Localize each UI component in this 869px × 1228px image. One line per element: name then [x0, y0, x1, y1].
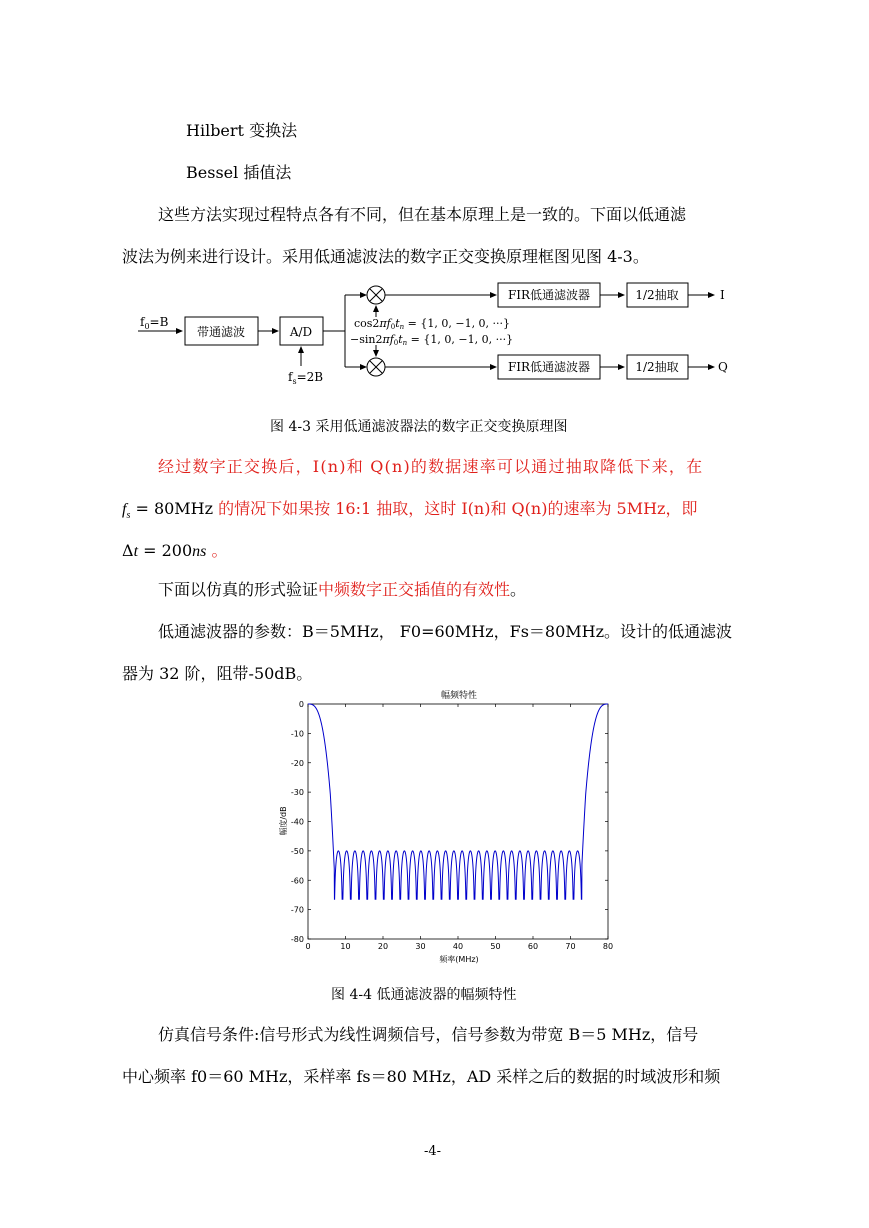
y-tick-label: -60 [290, 876, 304, 886]
list-line-bessel: Bessel 插值法 [186, 163, 292, 182]
input-label: $f_0=B$ [140, 315, 169, 331]
paragraph-text: 下面以仿真的形式验证 [158, 580, 319, 599]
delta-symbol: Δ [122, 541, 134, 560]
x-tick-label: 70 [565, 942, 576, 951]
y-tick-label: -70 [290, 905, 304, 915]
y-tick-label: -10 [290, 729, 304, 739]
y-tick-label: 0 [298, 700, 304, 709]
paragraph-line-red [122, 541, 227, 562]
multiplier-top [367, 286, 385, 304]
fs-value: = 80MHz [130, 499, 214, 518]
x-tick-label: 40 [452, 942, 464, 951]
y-axis-label: 幅度/dB [279, 806, 288, 836]
x-axis-label: 频率(MHz) [439, 955, 479, 964]
paragraph-text: 。 [206, 541, 228, 560]
paragraph-line-red: 经过数字正交换后，I(n)和 Q(n)的数据速率可以通过抽取降低下来，在 [158, 457, 704, 476]
output-q-label: Q [718, 360, 728, 374]
plot-frame [308, 704, 608, 939]
x-tick-label: 30 [415, 942, 426, 951]
sin-expression: −sin2πf0tn = {1, 0, −1, 0, ···} [350, 333, 514, 347]
paragraph-line: 中心频率 f0＝60 MHz，采样率 fs＝80 MHz，AD 采样之后的数据的时域波形和频 [122, 1067, 721, 1086]
highlight-text: 中频数字正交插值的有效性 [318, 580, 511, 599]
fir-label-top: FIR低通滤波器 [507, 288, 591, 302]
multiplier-bottom [367, 358, 385, 376]
bandpass-label: 带通滤波 [196, 325, 246, 339]
block-diagram [130, 280, 750, 392]
x-tick-label: 10 [340, 942, 351, 951]
chart-title: 幅频特性 [440, 691, 478, 701]
adc-label: A/D [289, 325, 313, 339]
fs-label: $f_s=2B$ [288, 370, 324, 386]
fs-symbol: f [122, 501, 127, 518]
x-tick-label: 20 [377, 942, 389, 951]
delta-value: = 200 [138, 541, 193, 560]
x-tick-label: 80 [602, 942, 614, 951]
x-tick-label: 50 [490, 942, 501, 951]
fir-label-bottom: FIR低通滤波器 [507, 360, 591, 374]
output-i-label: I [720, 288, 725, 302]
decimator-label-bottom: 1/2抽取 [635, 360, 679, 374]
fs-subscript: s [126, 510, 131, 522]
paragraph-text: 。 [510, 580, 527, 599]
y-tick-label: -30 [290, 788, 304, 798]
cos-expression: cos2πf0tn = {1, 0, −1, 0, ···} [354, 317, 511, 331]
paragraph-text: 的情况下如果按 16:1 抽取，这时 I(n)和 Q(n)的速率为 5MHz，即 [213, 499, 698, 518]
x-tick-label: 60 [527, 942, 539, 951]
y-tick-label: -50 [290, 846, 304, 856]
paragraph-line-red [122, 499, 697, 526]
y-tick-label: -40 [290, 817, 304, 827]
decimator-label-top: 1/2抽取 [635, 288, 679, 302]
y-tick-label: -20 [290, 758, 304, 768]
paragraph-line: 仿真信号条件:信号形式为线性调频信号，信号参数为带宽 B＝5 MHz，信号 [158, 1025, 699, 1044]
paragraph-line: 低通滤波器的参数：B＝5MHz， F0=60MHz，Fs＝80MHz。设计的低通滤波 [158, 622, 733, 641]
x-tick-label: 0 [305, 942, 311, 951]
paragraph-line: 器为 32 阶，阻带-50dB。 [122, 664, 313, 683]
paragraph-line: 波法为例来进行设计。采用低通滤波法的数字正交变换原理框图见图 4-3。 [122, 247, 649, 266]
paragraph-line: 这些方法实现过程特点各有不同，但在基本原理上是一致的。下面以低通滤 [158, 205, 687, 224]
paragraph-line [158, 580, 526, 600]
page-number: -4- [424, 1144, 442, 1159]
list-line-hilbert: Hilbert 变换法 [186, 121, 298, 140]
figure-caption: 图 4-4 低通滤波器的幅频特性 [331, 987, 517, 1003]
magnitude-response-chart [270, 686, 630, 968]
ns-unit: ns [192, 543, 207, 560]
t-symbol: t [133, 543, 139, 560]
y-tick-label: -80 [290, 935, 304, 944]
figure-caption: 图 4-3 采用低通滤波器法的数字正交变换原理图 [270, 419, 568, 435]
